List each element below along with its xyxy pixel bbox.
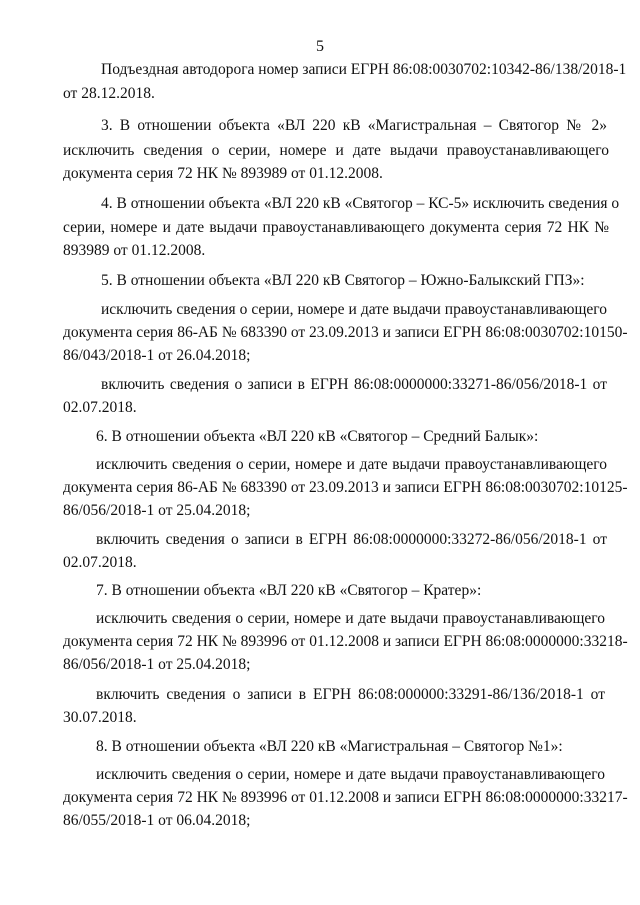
text-line: исключить сведения о серии, номере и дате выдачи правоустанавливающего <box>96 766 605 783</box>
text-line: 5. В отношении объекта «ВЛ 220 кВ Святогор – Южно-Балыкский ГПЗ»: <box>101 272 585 289</box>
text-line: 30.07.2018. <box>63 709 137 726</box>
text-line: 86/056/2018-1 от 25.04.2018; <box>63 502 251 519</box>
text-line: 6. В отношении объекта «ВЛ 220 кВ «Святогор – Средний Балык»: <box>96 428 539 445</box>
text-line: документа серия 86-АБ № 683390 от 23.09.2013 и записи ЕГРН 86:08:0030702:10150- <box>63 324 628 341</box>
text-line: исключить сведения о серии, номере и дате выдачи правоустанавливающего <box>63 142 609 159</box>
text-line: документа серия 72 НК № 893996 от 01.12.2008 и записи ЕГРН 86:08:0000000:33217- <box>63 789 628 806</box>
text-line: 4. В отношении объекта «ВЛ 220 кВ «Святогор – КС-5» исключить сведения о <box>101 195 620 212</box>
text-line: 3. В отношении объекта «ВЛ 220 кВ «Магистральная – Святогор № 2» <box>101 117 607 134</box>
text-line: 893989 от 01.12.2008. <box>63 242 206 259</box>
text-line: документа серия 72 НК № 893996 от 01.12.2008 и записи ЕГРН 86:08:0000000:33218- <box>63 633 628 650</box>
text-line: серии, номере и дате выдачи правоустанавливающего документа серия 72 НК № <box>63 219 609 236</box>
text-line: 02.07.2018. <box>63 554 137 571</box>
page-number: 5 <box>316 38 324 55</box>
text-line: документа серия 86-АБ № 683390 от 23.09.2013 и записи ЕГРН 86:08:0030702:10125- <box>63 479 628 496</box>
text-line: включить сведения о записи в ЕГРН 86:08:000000:33291-86/136/2018-1 от <box>96 686 605 703</box>
text-line: от 28.12.2018. <box>63 85 155 102</box>
text-line: 02.07.2018. <box>63 399 137 416</box>
text-line: 86/055/2018-1 от 06.04.2018; <box>63 812 251 829</box>
text-line: включить сведения о записи в ЕГРН 86:08:0000000:33272-86/056/2018-1 от <box>96 531 607 548</box>
text-line: исключить сведения о серии, номере и дате выдачи правоустанавливающего <box>101 301 607 318</box>
text-line: документа серия 72 НК № 893989 от 01.12.2008. <box>63 165 383 182</box>
text-line: 7. В отношении объекта «ВЛ 220 кВ «Святогор – Кратер»: <box>96 582 482 599</box>
text-line: исключить сведения о серии, номере и дате выдачи правоустанавливающего <box>96 610 605 627</box>
text-line: 8. В отношении объекта «ВЛ 220 кВ «Магистральная – Святогор №1»: <box>96 738 563 755</box>
text-line: Подъездная автодорога номер записи ЕГРН 86:08:0030702:10342-86/138/2018-1 <box>101 61 627 78</box>
text-line: включить сведения о записи в ЕГРН 86:08:0000000:33271-86/056/2018-1 от <box>101 376 607 393</box>
text-line: исключить сведения о серии, номере и дате выдачи правоустанавливающего <box>96 456 607 473</box>
text-line: 86/056/2018-1 от 25.04.2018; <box>63 656 251 673</box>
text-line: 86/043/2018-1 от 26.04.2018; <box>63 347 251 364</box>
